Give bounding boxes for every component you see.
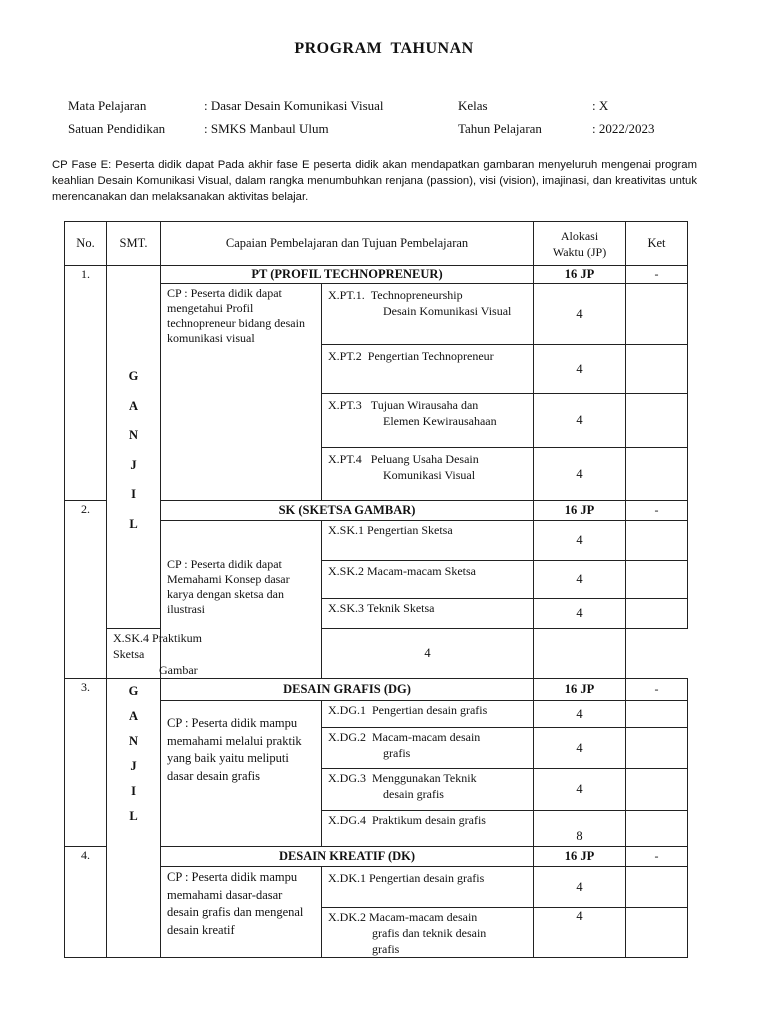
tp-text-cont: Gambar [159,663,198,677]
tp-ket [534,629,626,679]
table-row [65,679,688,701]
section-ket: - [626,501,688,521]
tp-text-cont: Elemen Kewirausahaan [383,414,497,428]
semester-letter: G [128,369,139,383]
section-jp: 16 JP [534,847,626,867]
tp-code: X.SK.3 [328,601,365,615]
tp-code: X.SK.2 [328,564,365,578]
tp-jp: 4 [534,448,626,501]
tp-code: X.PT.1. [328,288,365,302]
tp-ket [626,394,688,448]
semester-letter: N [128,734,139,748]
tp-jp: 4 [534,345,626,394]
section-ket: - [626,847,688,867]
tp-code: X.PT.3 [328,398,362,412]
tp-ket [626,728,688,769]
tp-code: X.DG.2 [328,730,366,744]
tp-ket [626,448,688,501]
tp-code: X.PT.4 [328,452,362,466]
section-jp: 16 JP [534,266,626,284]
tp-item [322,521,534,561]
kelas-label: Kelas [458,98,488,113]
semester-letter: A [128,709,139,723]
tp-item [322,448,534,501]
tp-jp: 4 [534,701,626,728]
tp-code: X.DG.4 [328,813,366,827]
tp-code: X.SK.1 [328,523,365,537]
tp-code: X.SK.4 [113,631,150,645]
section-ket: - [626,679,688,701]
tp-ket [626,867,688,908]
tp-jp: 4 [322,629,534,679]
header-capaian: Capaian Pembelajaran dan Tujuan Pembelajaran [161,222,534,266]
tp-text: Praktikum desain grafis [372,813,486,827]
tahun-label: Tahun Pelajaran [458,121,542,136]
tp-text: Teknik Sketsa [367,601,435,615]
tp-jp: 4 [534,867,626,908]
cp-description [161,521,322,679]
cp-description-text: CP : Peserta didik dapat Memahami Konsep dasar karya dengan sketsa dan ilustrasi [167,556,290,616]
tp-jp: 4 [534,561,626,599]
header-no: No. [65,222,107,266]
cp-description: CP : Peserta didik mampu memahami dasar-dasar desain grafis dan mengenal desain kreatif [161,867,322,958]
tp-text: Tujuan Wirausaha dan [370,398,479,412]
kelas-value: : X [592,98,609,113]
tahun-value: : 2022/2023 [592,121,655,136]
tp-item [322,728,534,769]
mapel-label: Mata Pelajaran [68,98,147,113]
tp-text: Macam-macam desain [369,910,478,924]
semester-cell [107,266,161,629]
program-tahunan-table [64,221,688,958]
document-title: PROGRAM TAHUNAN [294,40,474,57]
tp-text: Technopreneurship [370,288,463,302]
tp-item [322,345,534,394]
tp-jp: 4 [534,599,626,629]
tp-code: X.PT.2 [328,349,362,363]
tp-jp: 4 [534,394,626,448]
semester-letter: J [130,457,137,472]
semester-letter: L [129,516,138,531]
tp-text: Macam-macam Sketsa [367,564,476,578]
tp-item [322,394,534,448]
tp-ket [626,701,688,728]
tp-jp: 4 [534,769,626,811]
tp-text-cont: grafis [383,746,411,760]
tp-item [322,769,534,811]
tp-text: Peluang Usaha Desain [370,452,479,466]
tp-ket [626,521,688,561]
tp-text-cont: Komunikasi Visual [383,468,476,482]
tp-ket [626,811,688,847]
tp-jp: 4 [534,908,626,958]
section-number: 2. [65,501,107,679]
cp-description [161,701,322,847]
semester-letter: I [131,487,136,501]
tp-text: Pengertian desain grafis [369,871,485,885]
tp-item [322,599,534,629]
tp-code: X.DG.3 [328,771,366,785]
tp-ket [626,561,688,599]
cp-description-text: CP : Peserta didik mampu memahami melalui praktik yang baik yaitu meliputi dasar desain grafis [167,716,302,783]
satuan-value: : SMKS Manbaul Ulum [204,121,329,136]
table-header-row [65,222,688,266]
semester-letter: L [129,809,138,823]
semester-letter: N [128,428,139,442]
section-jp: 16 JP [534,679,626,701]
tp-code: X.DK.2 [328,910,366,924]
cp-description: CP : Peserta didik dapat mengetahui Profil technopreneur bidang desain komunikasi visual [161,284,322,501]
mapel-value: : Dasar Desain Komunikasi Visual [204,98,384,113]
section-title: DESAIN GRAFIS (DG) [161,679,534,701]
section-ket: - [626,266,688,284]
tp-ket [626,284,688,345]
tp-ket [626,345,688,394]
tp-jp: 8 [534,811,626,847]
tp-ket [626,599,688,629]
section-jp: 16 JP [534,501,626,521]
tp-item [322,284,534,345]
tp-item [322,561,534,599]
tp-text-cont: desain grafis [383,787,444,801]
tp-item [322,867,534,908]
tp-text: Pengertian Sketsa [367,523,453,537]
tp-jp: 4 [534,284,626,345]
tp-text: Menggunakan Teknik [372,771,477,785]
cp-fase-e-paragraph: CP Fase E: Peserta didik dapat Pada akhir fase E peserta didik akan mendapatkan gambaran menyeluruh mengenai program keahlian Desain Komunikasi Visual, dalam rangka menumbuhkan renjana (passion), visi (vision), imajinasi, dan kreativitas untuk merencanakan dan melaksanakan aktivitas belajar. [52,159,697,203]
section-number: 4. [65,847,107,958]
section-title: PT (PROFIL TECHNOPRENEUR) [161,266,534,284]
tp-text: Pengertian desain grafis [372,703,488,717]
tp-text: Macam-macam desain [372,730,481,744]
semester-letter: J [130,759,137,773]
tp-ket [626,908,688,958]
tp-jp: 4 [534,728,626,769]
tp-text-cont: grafis dan teknik desain grafis [372,926,487,956]
semester-letter: I [131,784,136,798]
tp-text-cont: Desain Komunikasi Visual [383,304,512,318]
section-number: 1. [65,266,107,501]
semester-letter: G [128,684,139,698]
section-title: DESAIN KREATIF (DK) [161,847,534,867]
header-alokasi-line1: Alokasi [560,228,599,243]
tp-item [322,701,534,728]
semester-letter: A [128,398,139,413]
section-title: SK (SKETSA GAMBAR) [161,501,534,521]
tp-item [322,811,534,847]
header-alokasi-line2: Waktu (JP) [552,244,607,259]
tp-jp: 4 [534,521,626,561]
header-ket: Ket [626,222,688,266]
header-smt: SMT. [107,222,161,266]
tp-ket [626,769,688,811]
satuan-label: Satuan Pendidikan [68,121,166,136]
section-number: 3. [65,679,107,847]
tp-code: X.DG.1 [328,703,366,717]
tp-item [322,908,534,958]
table-row [65,629,688,679]
tp-text: Pengertian Technopreneur [367,349,494,363]
tp-text: Praktikum Sketsa [113,631,203,661]
tp-item [107,629,203,679]
header-alokasi [534,222,626,266]
semester-cell [107,679,161,958]
table-row [65,266,688,284]
tp-code: X.DK.1 [328,871,366,885]
